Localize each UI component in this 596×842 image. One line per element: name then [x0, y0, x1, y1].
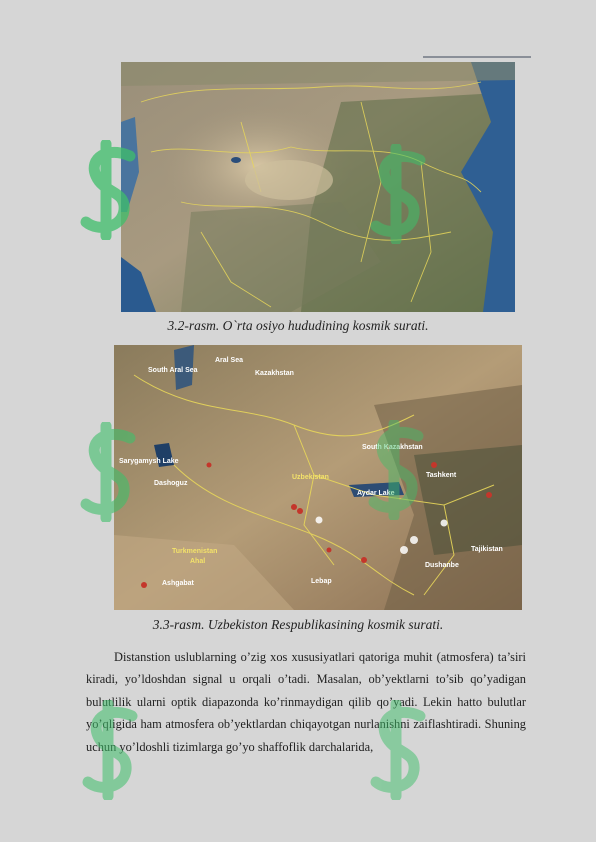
map-label-ahal: Ahal — [190, 558, 206, 565]
map-label-kazakhstan: Kazakhstan — [255, 370, 294, 377]
uzbekistan-satellite-map — [114, 345, 522, 610]
figure-caption-1: 3.2-rasm. O`rta osiyo hududining kosmik surati. — [167, 318, 429, 333]
central-asia-satellite-image — [121, 62, 515, 312]
body-text — [86, 646, 526, 758]
map-label-aydar: Aydar Lake — [357, 490, 395, 497]
map-label-sarygamysh: Sarygamysh Lake — [119, 458, 179, 465]
figure-caption-2: 3.3-rasm. Uzbekiston Respublikasining kosmik surati. — [152, 617, 444, 632]
map-label-south-kazakhstan: South Kazakhstan — [362, 444, 423, 451]
map-label-dushanbe: Dushanbe — [425, 562, 459, 569]
map-label-dashoguz: Dashoguz — [154, 480, 188, 487]
map-label-turkmenistan: Turkmenistan — [172, 548, 218, 555]
map-label-ashgabat: Ashgabat — [162, 580, 194, 587]
map-label-lebap: Lebap — [311, 578, 332, 585]
map-label-uzbekistan: Uzbekistan — [292, 474, 329, 481]
map-label-tajikistan: Tajikistan — [471, 546, 503, 553]
map-label-aral-north: Aral Sea — [215, 357, 244, 364]
header-rule — [423, 56, 531, 58]
body-paragraph: Distanstion uslublarning o’zig xos xususiyatlari qatoriga muhit (atmosfera) ta’siri kiradi, yo’ldoshdan signal u orqali o’tadi. Masalan, ob’yektlarni to’sib qo’yadigan bulutlilik ularni optik diapazonda ko’rinmaydigan qilib qo’yadi. Lekin hatto bulutlar yo’qligida ham atmosfera ob’yektlardan chiqayotgan nurlanishni zaiflashtiradi. Shuning uchun yo’ldoshli tizimlarga go’yo shaffoflik darchalarida, — [86, 650, 526, 754]
map-label-aral-south: South Aral Sea — [148, 367, 198, 374]
map-label-tashkent: Tashkent — [426, 472, 457, 479]
